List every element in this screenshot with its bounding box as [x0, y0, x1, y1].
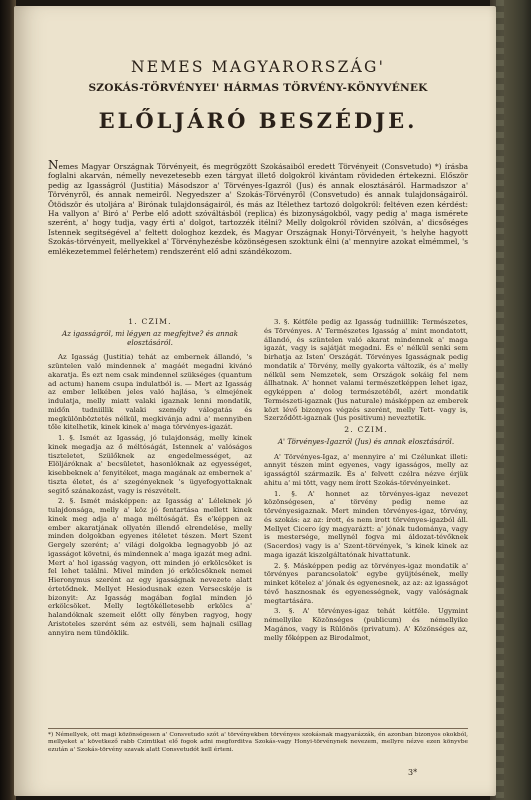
chapter-1-title: 1. CZIM. [128, 317, 172, 326]
chapter-2-title: 2. CZIM. [344, 425, 388, 434]
paragraph: A' Törvényes-Igaz, a' mennyire a' mi Czélunkat illeti: annyit tészen mint egyenes, vagy igasságos, melly az igasságtól származik. És a' felvett czélra nézve érjük ahitu a' mi tött, vagy nem írott Szokás-törvényeinket. [264, 452, 468, 487]
right-column [264, 318, 468, 644]
chapter-2-subtitle: A' Törvényes-Igazról (Jus) és annak elosztásáról. [277, 436, 455, 446]
paragraph: 1. §. A' honnet az törvényes-igaz nevezet közönségesen, a' törvény pedig neme az törvényesigaznak. Mert minden törvényes-igaz, törvény, és szokás: az az: írott, és nem irott törvényes-igazból áll. Mellyet Cicero így magyaráztt: a' jónak tudománya, vagy is mestersége, mellynél fogva mi áldozat-tévőknek (Sacerdos) vagy is a' Szent-törvények, 's kinek kinek az maga igazát kiszolgáltatónak hivattatunk. [264, 489, 468, 559]
paragraph: 3. §. A' törvényes-igaz tehát kétféle. Ugymint némellyike Közönséges (publicum) és némellyike Magános, vagy is Rülönös (privatum). A' Közönséges az, melly főképpen az Birodalmot, [264, 607, 468, 642]
left-column [48, 318, 252, 644]
paragraph: 1. §. Ismét az Igasság, jó tulajdonság, melly kinek kinek megadja az ő méltóságát, Istennek a' valóságos tiszteletet, Szülőknek az engedelmességet, az Elöljáróknak a' becsületet, hasonlóknak az egyességet, kisebbeknek a' fenyitéket, maga magának az embernek a' tiszta életet, és a' szegényeknek 's ügyefogyottaknak segitő szánakozást, vagy is részvételt. [48, 434, 252, 495]
paragraph: 2. §. Ismét másképpen: az Igasság a' Léleknek jó tulajdonsága, melly a' köz jó fentartása mellett kinek kinek meg adja a' maga méltóságát. És e'képpen az ember akaratjának ollyatén illendő elrendelése, melly minden dolgokban egyenes itéletet tészen. Mert Szent Gergely szerént; a' világi dolgokba legnagyobb jó az igasságot követni, és mindennek a' maga igazát meg adni. Mert a' hol igasság vagyon, ott minden jó erkölcsöket is fel lehet találni. Mivel minden jó erkölcsöknek nemei Hieronymus szerént az egy igasságnak nevezete alatt értetődnek. Mellyet Hesiodusnak ezen Versecskéje is bizonyit: Az Igasság magában foglal minden jó erkölcsöket. Melly legtökélletesebb erkölcs a' halandóknak szemeit előtt olly fényben ragyog, hogy Aristoteles szerént sém az estvéli, sem hajnali csillag annyira nem tündöklik. [48, 497, 252, 637]
footnote: *) Némellyek, ott magi közönségesen a' Consvetudo szót a' törvényekben törvényes szokásnak magyarázzák, én azonban bizonyos okokból, mellyeket a' következő rabb Czimtikat elő fogok adni megforditva Szokás-vagy Honyi-törvénynek nevezem, mellyre nézve ezen könyvbe ezután a' Szokás-törvény szavak alatt Consvetudót kell érteni. [48, 728, 468, 754]
spine-pattern [496, 0, 504, 800]
page-content [48, 50, 468, 777]
heading-line-1: NEMES MAGYARORSZÁG' [130, 58, 386, 76]
intro-text: emes Magyar Országnak Törvényeit, és megrögzött Szokásaiból eredett Törvényeit (Consvetudo) *) írásba foglalni akarván, némelly nevezetesebb ezen tárgyat illető dolgokról kivántam rövideden értekezni. Először pedig az Igasságról (Justitia) Másodszor a' Törvényes-Igazról (Jus) és annak elosztásáról. Harmadszor a' Törvényről, és annak nemeiről. Negyedszer a' Szokás-Törvényről (Consvetudo) és annak tulajdonságairól. Ötödször és utoljára a' Birónak tulajdonságairól, és más az Itélethez tartozó dolgokról: feltéven ezen kérdést: Ha vallyon a' Biró a' Perbe elő adott szóváltásból (replica) és bizonyságokból, vagy pedig a' maga ismérete szerént, a' hogy tudja, vagy érti a' dolgot, tartozzék itélni? Melly dolgokról röviden szólván, a' dicsőséges Istennek segitségével a' feltett dologhoz kezdek, és Magyar Országnak Honyi-Törvényeit, 's helyhe hagyott Szokás-törvényeit, mellyekkel a' Törvényhezésbe közönségesen szoktunk élni (a' mennyire azokat elmémmel, 's emlékezetemmel felérhetem) rendszerént elő adni szándékozom. [48, 162, 468, 256]
paragraph: 2. §. Másképpen pedig az törvényes-igaz mondatik a' törvényes parancsolatok' egybe gyüjtésének, melly minket kötelez a' jónak és egyenesnek, az az: az igasságot tévő hasznosnak és egyenességnek, vagy valóságnak megtartására. [264, 561, 468, 605]
paragraph: 3. §. Kétféle pedig az Igasság tudniillik: Természetes, és Törvényes. A' Természetes Igasság a' mint mondatott, állandó, és szüntelen való akarat mindennek a' maga igazát, vagy is sajátját megadni. És e' nélkül senki sem birhatja az Isten' Országát. Törvényes Igasságnak pedig mondatik a' Törvény, melly gyakorta változik, és a' melly nélkül sem Nemzetek, sem Országok sokáig fel nem állhatnak. A' honnet valami természetképpen lehet igaz, egyképpen a' dolog természetéből, azért mondatik Természeti-igaznak (Jus naturale) másképpen az emberek közt lévő bizonyos végzés szerént, melly Tett- vagy is, Szerződött-igaznak (Jus positivum) neveztetik. [264, 318, 468, 423]
paragraph: Az Igasság (Justitia) tehát az embernek állandó, 's szüntelen való mindennek a' magáét megadni kivánó akaratja. És ezt nem csak mindennel szükséges (quantum ad actum) hanem csupa indulatból is. — Mert az Igasság az ember lelkében jeles való hajlása, 's elmejének indulatja, melly miatt valaki igaznak lenni mondatik, midőn tudniillik valaki személy válogatás és megkülönböztetés nélkül, megkivánja adni a' mennyiben tőle kitelhetik, kinek kinek a' maga törvényes-igazát. [48, 353, 252, 432]
book-page [14, 6, 496, 796]
two-column-body [48, 318, 468, 644]
chapter-1-subtitle: Az igasságról, mi légyen az megfejtve? és annak elosztásáról. [61, 328, 239, 347]
heading-line-2: SZOKÁS-TÖRVÉNYEI' HÁRMAS TÖRVÉNY-KÖNYVÉNEK [88, 82, 428, 94]
heading-line-3: ELŐLJÁRÓ BESZÉDJE. [98, 108, 418, 133]
intro-paragraph [48, 158, 468, 256]
drop-cap: N [48, 158, 59, 172]
signature-mark: 3* [408, 768, 418, 777]
